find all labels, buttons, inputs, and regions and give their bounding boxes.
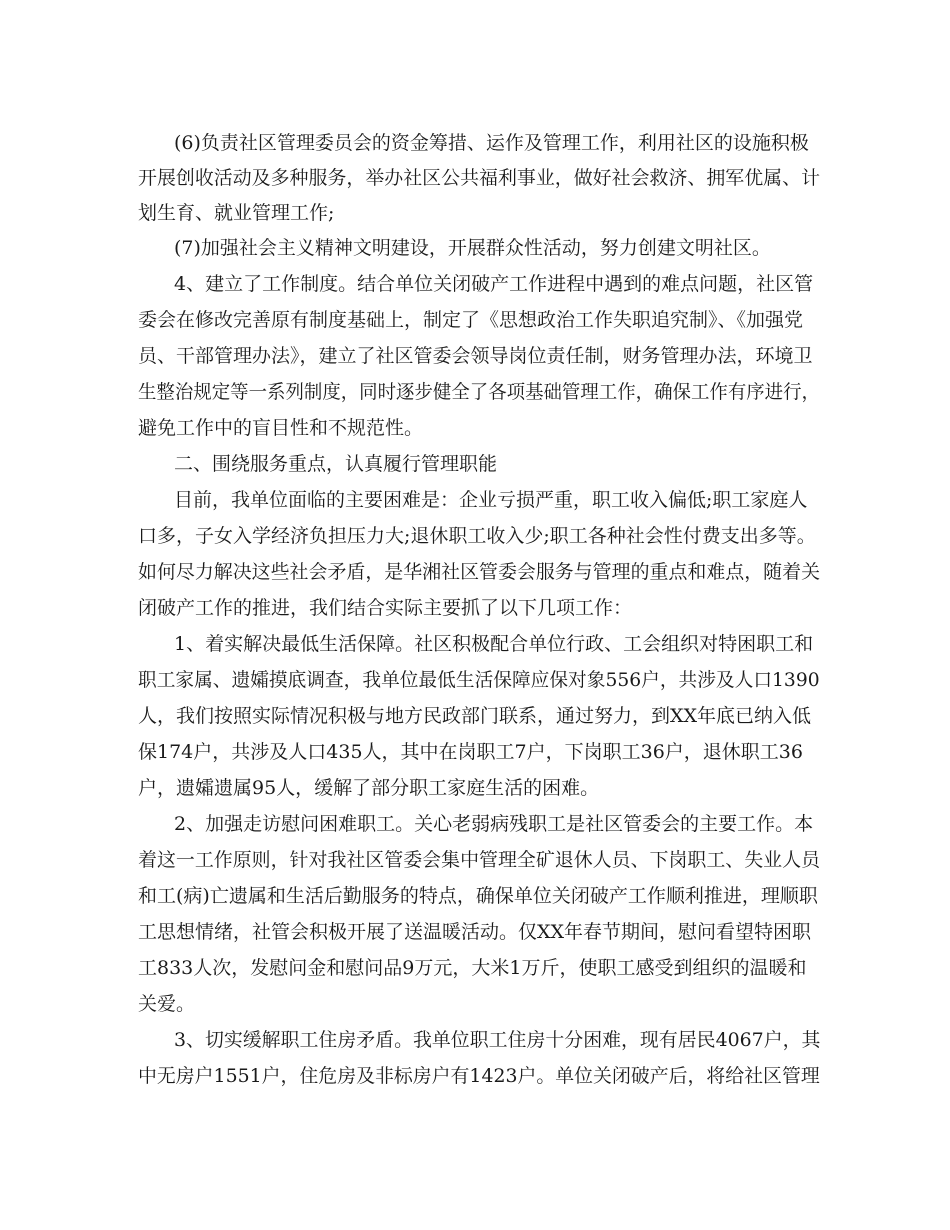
paragraph-line: 生整治规定等一系列制度，同时逐步健全了各项基础管理工作，确保工作有序进行， (138, 381, 820, 403)
paragraph-line: 口多，子女入学经济负担压力大;退休职工收入少;职工各种社会性付费支出多等。 (138, 525, 816, 547)
paragraph-line: 3、切实缓解职工住房矛盾。我单位职工住房十分困难，现有居民4067户，其 (174, 1029, 821, 1051)
paragraph-line: 关爱。 (138, 993, 196, 1015)
paragraph-line: 避免工作中的盲目性和不规范性。 (138, 417, 424, 439)
paragraph-line: 员、干部管理办法》，建立了社区管委会领导岗位责任制，财务管理办法，环境卫 (138, 345, 813, 367)
paragraph-line: 4、建立了工作制度。结合单位关闭破产工作进程中遇到的难点问题，社区管 (174, 273, 814, 295)
paragraph-line: 工思想情绪，社管会积极开展了送温暖活动。仅XX年春节期间，慰问看望特困职 (138, 921, 812, 943)
paragraph-line: 目前，我单位面临的主要困难是：企业亏损严重，职工收入偏低;职工家庭人 (174, 489, 808, 511)
paragraph-line: 和工(病)亡遗属和生活后勤服务的特点，确保单位关闭破产工作顺利推进，理顺职 (138, 885, 818, 907)
paragraph-line: 工833人次，发慰问金和慰问品9万元，大米1万斤，使职工感受到组织的温暖和 (138, 957, 807, 979)
paragraph-line: (7)加强社会主义精神文明建设，开展群众性活动，努力创建文明社区。 (174, 237, 771, 259)
paragraph-line: 委会在修改完善原有制度基础上，制定了《思想政治工作失职追究制》、《加强党 (138, 309, 804, 331)
paragraph-line: 职工家属、遗孀摸底调查，我单位最低生活保障应保对象556户，共涉及人口1390 (138, 669, 820, 691)
section-heading: 二、围绕服务重点，认真履行管理职能 (174, 453, 498, 475)
paragraph-line: (6)负责社区管理委员会的资金筹措、运作及管理工作，利用社区的设施积极 (174, 132, 809, 154)
paragraph-line: 划生育、就业管理工作; (138, 202, 335, 224)
paragraph-line: 户，遗孀遗属95人，缓解了部分职工家庭生活的困难。 (138, 777, 600, 799)
paragraph-line: 闭破产工作的推进，我们结合实际主要抓了以下几项工作： (138, 597, 633, 619)
paragraph-line: 1、着实解决最低生活保障。社区积极配合单位行政、工会组织对特困职工和 (174, 633, 814, 655)
paragraph-line: 保174户，共涉及人口435人，其中在岗职工7户，下岗职工36户，退休职工36 (138, 741, 803, 763)
paragraph-line: 如何尽力解决这些社会矛盾，是华湘社区管委会服务与管理的重点和难点，随着关 (138, 561, 821, 583)
paragraph-line: 中无房户1551户，住危房及非标房户有1423户。单位关闭破产后，将给社区管理 (138, 1065, 820, 1087)
paragraph-line: 2、加强走访慰问困难职工。关心老弱病残职工是社区管委会的主要工作。本 (174, 813, 814, 835)
paragraph-line: 人，我们按照实际情况积极与地方民政部门联系，通过努力，到XX年底已纳入低 (138, 705, 812, 727)
paragraph-line: 开展创收活动及多种服务，举办社区公共福利事业，做好社会救济、拥军优属、计 (138, 167, 821, 189)
paragraph-line: 着这一工作原则，针对我社区管委会集中管理全矿退休人员、下岗职工、失业人员 (138, 849, 821, 871)
